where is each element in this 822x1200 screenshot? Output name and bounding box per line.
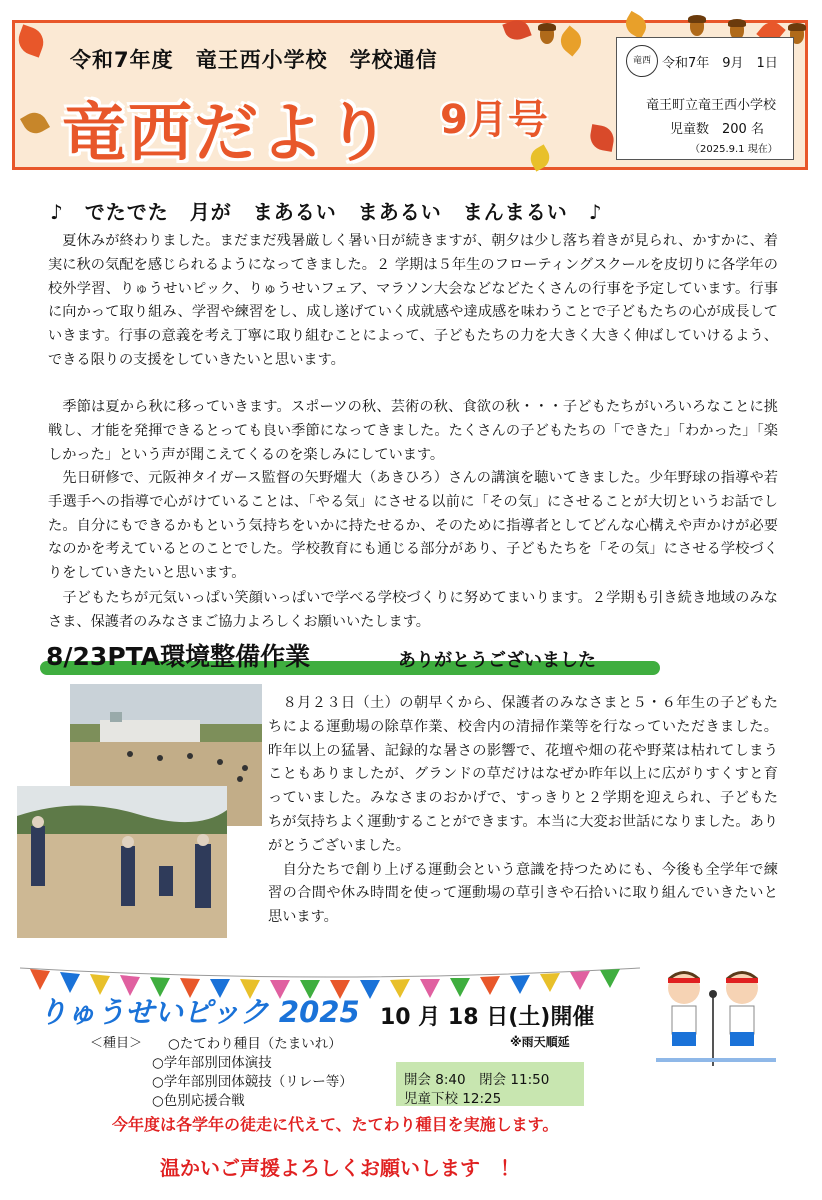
event-item: ○学年部別団体演技: [152, 1055, 272, 1071]
notice-1: 今年度は各学年の徒走に代えて、たてわり種目を実施します。: [112, 1115, 559, 1134]
school-name: 竜王町立竜王西小学校: [646, 98, 777, 113]
children-illustration-icon: [646, 966, 786, 1066]
event-date: 10 月 18 日(土)開催: [380, 1005, 595, 1030]
pta-thanks: ありがとうございました: [398, 650, 596, 671]
as-of-date: （2025.9.1 現在）: [690, 144, 778, 155]
acorn-icon: [690, 18, 704, 36]
acorn-icon: [540, 26, 554, 44]
event-item: ○たてわり種目（たまいれ）: [168, 1036, 342, 1052]
notice-2: 温かいご声援よろしくお願いします ！: [160, 1156, 520, 1180]
event-item: ○色別応援合戦: [152, 1093, 245, 1109]
open-close-time: 開会 8:40 閉会 11:50: [404, 1072, 550, 1088]
pta-photo-2: [17, 786, 227, 938]
paragraph: 夏休みが終わりました。まだまだ残暑厳しく暑い日が続きますが、朝夕は少し落ち着きが見られ、かすかに、着実に秋の気配を感じられるようになってきました。２ 学期は５年生のフローティングスクールを皮切りに各学年の校外学習、りゅうせいピック、りゅうせいフェア、マラソン大会などなどたくさんの行事を予定しています。行事に向かって取り組み、学習や練習をし、成し遂げていく成就感や達成感を味わうことで子どもたちの心が成長していきます。行事の意義を考え丁寧に取り組むことによって、子どもたちの力を大きく大きく伸ばしていけるよう、できる限りの支援をしていきたいと思います。: [48, 233, 778, 368]
paper-title: 竜西だより: [62, 97, 392, 171]
event-title: りゅうせいピック 2025: [38, 995, 360, 1029]
school-seal-icon: 竜西: [626, 45, 658, 77]
pta-body: ８月２３日（土）の朝早くから、保護者のみなさまと５・６年生の子どもたちによる運動場の除草作業、校舎内の清掃作業等を行なっていただきました。昨年以上の猛暑、記録的な暑さの影響で、花壇や畑の花や野菜は枯れてしまうこともありましたが、グランドの草だけはなぜか昨年以上に広がりすくすと育っていました。みなさまのおかげで、すっきりと２学期を迎えられ、子どもたちが気持ちよく運動することができます。本当に大変お世話になりました。ありがとうございました。 自分たちで創り上げる運動会という意識を持つためにも、今後も全学年で練習の合間や休み時間を使って運動場の草引きや石拾いに取り組んでいきたいと思います。: [268, 695, 778, 926]
student-count: 児童数 200 名: [670, 122, 764, 137]
events-label: ＜種目＞: [90, 1036, 143, 1051]
paragraph: 季節は夏から秋に移っていきます。スポーツの秋、芸術の秋、食欲の秋・・・子どもたちがいろいろなことに挑戦し、才能を発揮できるとっても良い季節になってきました。たくさんの子どもたちの「できた」「わかった」「楽しかった」という声が聞こえてくるのを楽しみにしています。: [48, 399, 778, 463]
rain-note: ※雨天順延: [510, 1035, 570, 1049]
paragraph: 先日研修で、元阪神タイガース監督の矢野燿大（あきひろ）さんの講演を聴いてきました。少年野球の指導や若手選手への指導で心がけていることは、「やる気」にさせる以前に「その気」にさせることが大切というお話でした。自分にもできるかもという気持ちをいかに持たせるか、そのために指導者としてどんな心構えや声かけが必要なのかを考えているとのことでした。学校教育にも通じる部分があり、子どもたちを「その気」にさせる学校づくりをしていきたいと思います。: [48, 470, 778, 582]
dismissal-time: 児童下校 12:25: [404, 1091, 502, 1107]
paragraph: 子どもたちが元気いっぱい笑顔いっぱいで学べる学校づくりに努めてまいります。２学期も引き続き地域のみなさま、保護者のみなさまご協力よろしくお願いいたします。: [48, 590, 778, 630]
school-line: 令和7年度 竜王西小学校 学校通信: [70, 48, 438, 72]
lyric-line: ♪ でたでた 月が まあるい まあるい まんまるい ♪: [50, 200, 603, 224]
issue-date: 令和7年 9月 1日: [662, 56, 778, 71]
issue-label: 9月号: [440, 97, 548, 143]
event-item: ○学年部別団体競技（リレー等）: [152, 1074, 353, 1090]
pta-heading: 8/23PTA環境整備作業: [46, 642, 311, 671]
